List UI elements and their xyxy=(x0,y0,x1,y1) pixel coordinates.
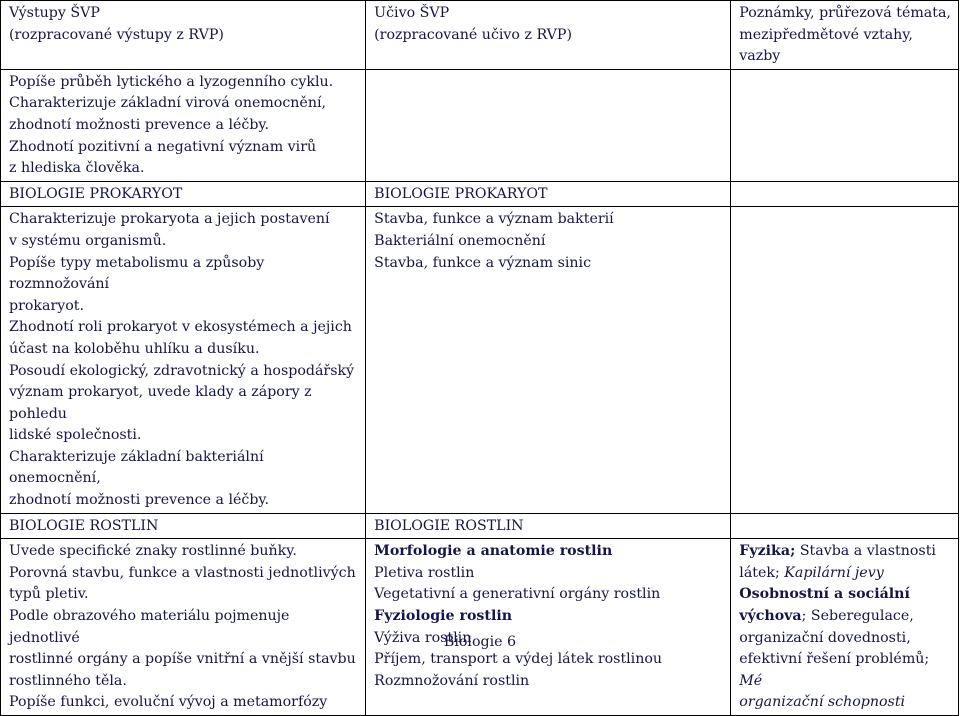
rostlin-outcomes xyxy=(1,539,366,716)
outcome-line: rostlinné orgány a popíše vnitřní a vnější stavbu xyxy=(9,651,356,668)
content-line: Rozmnožování rostlin xyxy=(374,672,530,689)
section-heading-rostlin-notes xyxy=(731,513,959,539)
row-viry xyxy=(1,69,959,181)
viry-outcomes xyxy=(1,69,366,181)
section-heading-prokaryot-content xyxy=(366,181,731,207)
outcome-line: v systému organismů. xyxy=(9,232,167,249)
outcome-line: z hlediska člověka. xyxy=(9,160,145,177)
section-title: BIOLOGIE ROSTLIN xyxy=(9,517,159,534)
outcome-line: typů pletiv. xyxy=(9,586,89,603)
header-outcomes-subtitle: (rozpracované výstupy z RVP) xyxy=(9,26,224,43)
note-text: Stavba a vlastnosti xyxy=(795,543,936,560)
row-rostlin-section xyxy=(1,513,959,539)
viry-notes xyxy=(731,69,959,181)
content-heading xyxy=(374,541,724,563)
section-heading-prokaryot xyxy=(1,181,366,207)
outcome-line: význam prokaryot, uvede klady a zápory z pohledu xyxy=(9,384,312,422)
outcome-line: Zhodnotí roli prokaryot v ekosystémech a jejich xyxy=(9,319,352,336)
prokaryot-notes xyxy=(731,207,959,513)
note-topic: Mé xyxy=(739,672,763,689)
outcome-line: Podle obrazového materiálu pojmenuje jednotlivé xyxy=(9,608,290,646)
note-subject: Osobnostní a sociální xyxy=(739,586,910,603)
outcome-line: Popíše průběh lytického a lyzogenního cyklu. xyxy=(9,73,334,90)
header-notes xyxy=(731,1,959,70)
outcome-line: Zhodnotí pozitivní a negativní význam virů xyxy=(9,138,317,155)
content-line: Příjem, transport a výdej látek rostlinou xyxy=(374,651,663,668)
viry-content xyxy=(366,69,731,181)
header-content xyxy=(366,1,731,70)
outcome-line: Popíše funkci, evoluční vývoj a metamorfózy xyxy=(9,694,328,711)
content-line: Bakteriální onemocnění xyxy=(374,232,546,249)
outcome-line: lidské společnosti. xyxy=(9,427,142,444)
note-subject: Fyzika; xyxy=(739,543,796,560)
outcome-line: Porovná stavbu, funkce a vlastnosti jednotlivých xyxy=(9,564,356,581)
content-line: Stavba, funkce a význam sinic xyxy=(374,254,592,271)
section-title: BIOLOGIE PROKARYOT xyxy=(374,185,548,202)
note-text: efektivní řešení problémů; xyxy=(739,651,930,668)
content-line: Vegetativní a generativní orgány rostlin xyxy=(374,586,661,603)
prokaryot-outcomes xyxy=(1,207,366,513)
section-heading-prokaryot-notes xyxy=(731,181,959,207)
outcome-line: zhodnotí možnosti prevence a léčby. xyxy=(9,116,270,133)
row-prokaryot-section xyxy=(1,181,959,207)
content-line: Výživa rostlin xyxy=(374,629,472,646)
content-heading xyxy=(374,606,724,628)
note-text: látek; xyxy=(739,564,785,581)
content-heading-text: Morfologie a anatomie rostlin xyxy=(374,543,613,560)
outcome-line: rostlinného těla. xyxy=(9,672,127,689)
section-heading-rostlin xyxy=(1,513,366,539)
outcome-line: Popíše typy metabolismu a způsoby rozmnožování xyxy=(9,254,265,293)
section-title: BIOLOGIE PROKARYOT xyxy=(9,185,183,202)
note-topic: Kapilární jevy xyxy=(784,564,884,581)
note-line xyxy=(739,584,952,606)
note-line xyxy=(739,606,952,628)
header-outcomes xyxy=(1,1,366,70)
outcome-line: Posoudí ekologický, zdravotnický a hospodářský xyxy=(9,362,355,379)
note-subject: výchova xyxy=(739,608,802,625)
outcome-line: zhodnotí možnosti prevence a léčby. xyxy=(9,492,270,509)
content-line: Stavba, funkce a význam bakterií xyxy=(374,211,614,228)
header-content-title: Učivo ŠVP xyxy=(374,5,450,21)
note-line xyxy=(739,649,952,692)
outcome-line: Charakterizuje základní bakteriální onemocnění, xyxy=(9,448,264,487)
row-prokaryot xyxy=(1,207,959,513)
outcome-line: Charakterizuje základní virová onemocnění, xyxy=(9,95,327,112)
note-topic: organizační schopnosti xyxy=(739,694,906,711)
row-rostlin xyxy=(1,539,959,716)
prokaryot-content xyxy=(366,207,731,513)
rostlin-content xyxy=(366,539,731,716)
section-heading-rostlin-content xyxy=(366,513,731,539)
header-notes-subtitle: mezipředmětové vztahy, vazby xyxy=(739,26,913,65)
content-heading-text: Fyziologie rostlin xyxy=(374,608,513,625)
outcome-line: Uvede specifické znaky rostlinné buňky. xyxy=(9,543,297,560)
header-content-subtitle: (rozpracované učivo z RVP) xyxy=(374,26,572,43)
note-line xyxy=(739,541,952,563)
outcome-line: prokaryot. xyxy=(9,297,85,314)
rostlin-notes xyxy=(731,539,959,716)
note-line xyxy=(739,563,952,585)
page-footer: Biologie 6 xyxy=(443,634,517,650)
section-title: BIOLOGIE ROSTLIN xyxy=(374,517,524,534)
note-line: organizační dovednosti, xyxy=(739,629,911,646)
header-row xyxy=(1,1,959,70)
content-line: Pletiva rostlin xyxy=(374,564,475,581)
note-text: ; Seberegulace, xyxy=(801,608,914,625)
note-line xyxy=(739,692,952,714)
outcome-line: účast na koloběhu uhlíku a dusíku. xyxy=(9,340,260,357)
outcome-line: Charakterizuje prokaryota a jejich postavení xyxy=(9,211,330,228)
header-outcomes-title: Výstupy ŠVP xyxy=(9,5,100,21)
header-notes-title: Poznámky, průřezová témata, xyxy=(739,5,951,21)
